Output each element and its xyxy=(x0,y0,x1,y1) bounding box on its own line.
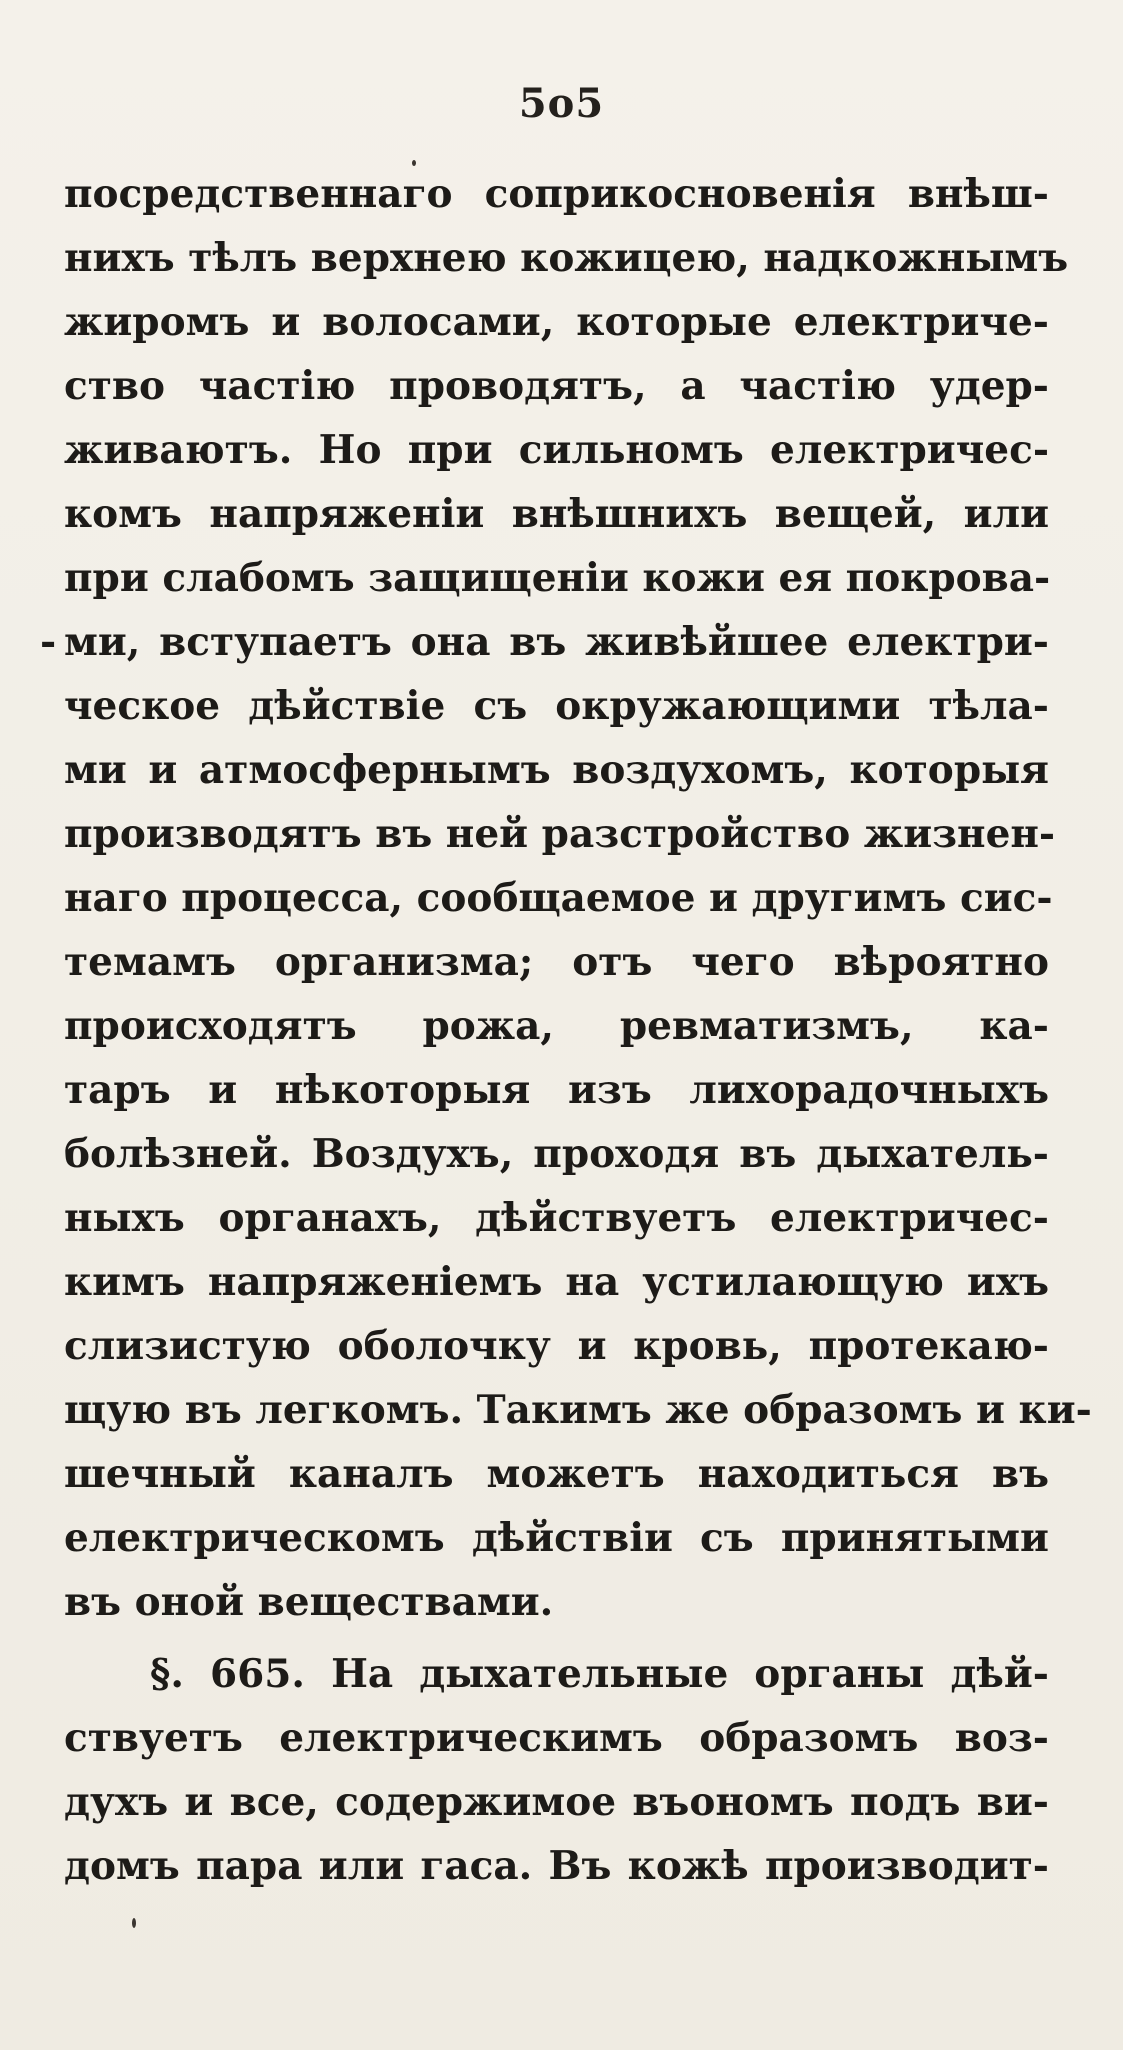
paragraph-start-line: §. 665. На дыхательные органы дѣй- xyxy=(150,1651,1049,1697)
text-line: кимъ напряженіемъ на устилающую ихъ xyxy=(64,1259,1049,1305)
text-line: при слабомъ защищеніи кожи ея покрова- xyxy=(64,555,1051,601)
text-line: духъ и все, содержимое въономъ подъ ви- xyxy=(64,1779,1049,1825)
page-number: 5o5 xyxy=(518,80,605,127)
text-line: темамъ организма; отъ чего вѣроятно xyxy=(64,939,1049,985)
ink-speck xyxy=(132,1918,136,1928)
text-line: домъ пара или гаса. Въ кожѣ производит- xyxy=(64,1843,1049,1889)
margin-mark: - xyxy=(40,619,57,665)
text-line: електрическомъ дѣйствіи съ принятыми xyxy=(64,1515,1049,1561)
text-line: ствуетъ електрическимъ образомъ воз- xyxy=(64,1715,1049,1761)
text-line: производятъ въ ней разстройство жизнен- xyxy=(64,811,1056,857)
text-line: живаютъ. Но при сильномъ електричес- xyxy=(64,427,1049,473)
text-line: шечный каналъ можетъ находиться въ xyxy=(64,1451,1049,1497)
text-line: ми и атмосфернымъ воздухомъ, которыя xyxy=(64,747,1049,793)
text-line: щую въ легкомъ. Такимъ же образомъ и ки- xyxy=(64,1387,1092,1433)
text-line: ство частію проводятъ, а частію удер- xyxy=(64,363,1049,409)
text-line: ми, вступаетъ она въ живѣйшее електри- xyxy=(64,619,1049,665)
text-line: слизистую оболочку и кровь, протекаю- xyxy=(64,1323,1049,1369)
text-line: болѣзней. Воздухъ, проходя въ дыхатель- xyxy=(64,1131,1049,1177)
text-line: ческое дѣйствіе съ окружающими тѣла- xyxy=(64,683,1049,729)
text-line: ныхъ органахъ, дѣйствуетъ електричес- xyxy=(64,1195,1049,1241)
text-line: въ оной веществами. xyxy=(64,1579,554,1625)
text-line: наго процесса, сообщаемое и другимъ сис- xyxy=(64,875,1053,921)
text-line: происходятъ рожа, ревматизмъ, ка- xyxy=(64,1003,1049,1049)
text-line: нихъ тѣлъ верхнею кожицею, надкожнымъ xyxy=(64,235,1069,281)
text-line: комъ напряженіи внѣшнихъ вещей, или xyxy=(64,491,1049,537)
text-line: жиромъ и волосами, которые електриче- xyxy=(64,299,1049,345)
body-text xyxy=(40,162,1092,1898)
text-line: посредственнаго соприкосновенія внѣш- xyxy=(64,171,1049,217)
text-line: таръ и нѣкоторыя изъ лихорадочныхъ xyxy=(64,1067,1049,1113)
